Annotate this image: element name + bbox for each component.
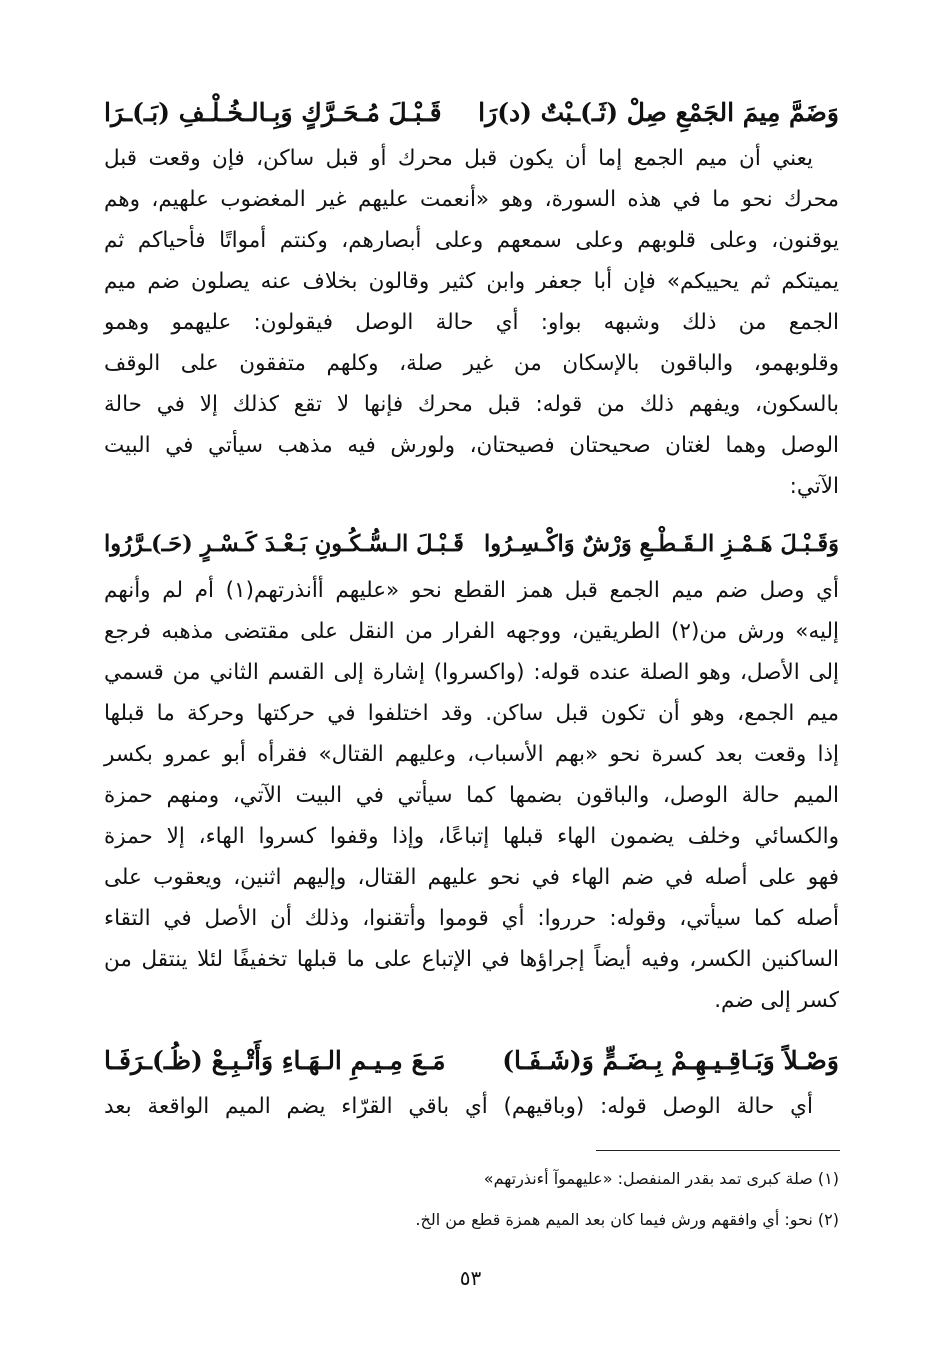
text-line: يميتكم ثم يحييكم» فإن أبا جعفر وابن كثير وقالون بخلاف عنه يصلون ضم ميم bbox=[104, 269, 839, 294]
verse-line bbox=[104, 98, 839, 142]
text-line: إذا وقعت بعد كسرة نحو «بهم الأسباب، وعليهم القتال» فقرأه أبو عمرو بكسر bbox=[104, 742, 839, 767]
text-line: الميم حالة الوصل، والباقون بضمها كما سيأتي في البيت الآتي، ومنهم حمزة bbox=[104, 783, 839, 808]
text-line: بالسكون، ويفهم ذلك من قوله: قبل محرك فإنها لا تقع كذلك إلا في حالة bbox=[104, 392, 839, 417]
verse-hemistich-second: قَـبْـلَ الـسُّـكُـونِ بَـعْـدَ كَـسْـرٍ (حَـ)ـرَّرُوا bbox=[104, 531, 464, 557]
text-line: أي وصل ضم ميم الجمع قبل همز القطع نحو «عليهم أأنذرتهم(١) أم لم وأنهم bbox=[104, 578, 839, 603]
text-line: يوقنون، وعلى قلوبهم وعلى سمعهم وعلى أبصارهم، وكنتم أمواتًا فأحياكم ثم bbox=[104, 228, 839, 253]
verse-hemistich-first: وَصْـلاً وَبَـاقِـيـهِـمْ بِـضَـمٍّ وَ(شَـفَـا) bbox=[502, 1046, 839, 1075]
page-number: ٥٣ bbox=[459, 1266, 482, 1290]
verse-line bbox=[104, 531, 839, 575]
text-line: وقلوبهمو، والباقون بالإسكان من غير صلة، وكلهم متفقون على الوقف bbox=[104, 351, 839, 376]
verse-line bbox=[104, 1046, 839, 1090]
verse-hemistich-first: وَقَـبْـلَ هَـمْـزِ الـقَـطْـعِ وَرْشٌ وَاكْـسِـرُوا bbox=[484, 531, 839, 557]
text-line: فهو على أصله في ضم الهاء في نحو عليهم القتال، وإليهم اثنين، ويعقوب على bbox=[104, 865, 839, 890]
verse-hemistich-second: قَـبْـلَ مُـحَـرَّكٍ وَبِـالـخُـلْـفِ (بَـ)ـرَا bbox=[104, 98, 442, 127]
text-line: يعني أن ميم الجمع إما أن يكون قبل محرك أو قبل ساكن، فإن وقعت قبل bbox=[104, 146, 813, 171]
verse-hemistich-first: وَضَمَّ مِيمَ الجَمْعِ صِلْ (ثَـ)ـبْتٌ (د)رَا bbox=[478, 98, 839, 127]
text-line: محرك نحو ما في هذه السورة، وهو «أنعمت عليهم غير المغضوب علهيم، وهم bbox=[104, 187, 839, 212]
text-line: أي حالة الوصل قوله: (وباقيهم) أي باقي القرّاء يضم الميم الواقعة بعد bbox=[104, 1094, 813, 1119]
footnote-separator bbox=[596, 1150, 840, 1151]
text-line: الآتي: bbox=[789, 474, 839, 499]
text-line: والكسائي وخلف يضمون الهاء قبلها إتباعًا، وإذا وقفوا كسروا الهاء، إلا حمزة bbox=[104, 824, 839, 849]
text-line: ميم الجمع، وهو أن تكون قبل ساكن. وقد اختلفوا في حركتها وحركة ما قبلها bbox=[104, 701, 839, 726]
text-line: الجمع من ذلك وشبهه بواو: أي حالة الوصل فيقولون: عليهمو وهمو bbox=[104, 310, 839, 335]
text-line: كسر إلى ضم. bbox=[714, 988, 839, 1013]
text-line: إليه» ورش من(٢) الطريقين، ووجهه الفرار من النقل على مقتضى مذهبه فرجع bbox=[104, 619, 839, 644]
footnote: (١) صلة كبرى تمد بقدر المنفصل: «عليهموآ أءنذرتهم» bbox=[483, 1169, 839, 1188]
verse-hemistich-second: مَـعَ مِـيـمِ الـهَـاءِ وَأَتْـبِـعْ (ظُـ)ـرَفَـا bbox=[104, 1046, 446, 1075]
text-line: إلى الأصل، وهو الصلة عنده قوله: (واكسروا) إشارة إلى القسم الثاني من قسمي bbox=[104, 660, 839, 685]
text-line: أصله كما سيأتي، وقوله: حرروا: أي قوموا وأتقنوا، وذلك أن الأصل في التقاء bbox=[104, 906, 839, 931]
text-line: الوصل وهما لغتان صحيحتان فصيحتان، ولورش فيه مذهب سيأتي في البيت bbox=[104, 433, 839, 458]
text-line: الساكنين الكسر، وفيه أيضاً إجراؤها في الإتباع على ما قبلها تخفيفًا لئلا ينتقل من bbox=[104, 947, 839, 972]
footnote: (٢) نحو: أي وافقهم ورش فيما كان بعد الميم همزة قطع من الخ. bbox=[415, 1210, 839, 1229]
